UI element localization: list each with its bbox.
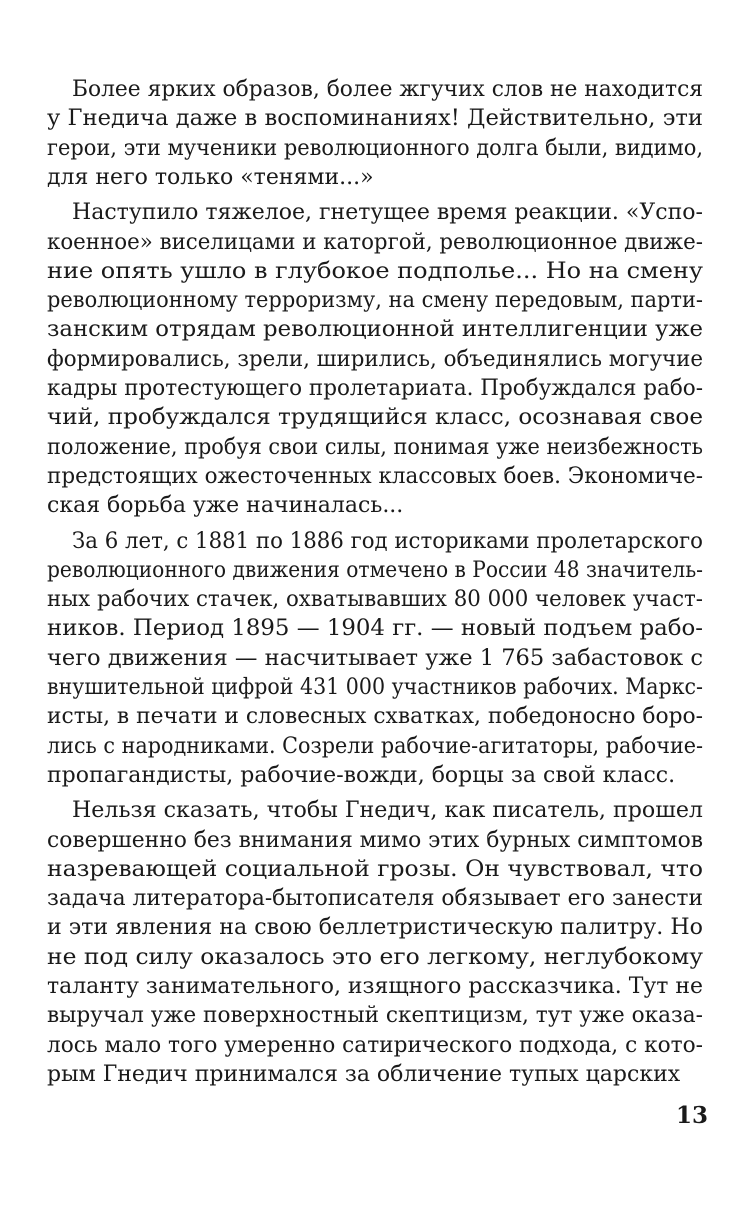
text-line: задача литератора-бытописателя обязывает его занести [47,886,703,912]
text-line: Наступило тяжелое, гнетущее время реакции. «Успо- [72,200,703,226]
text-line: коенное» виселицами и каторгой, революционное движе- [47,229,703,255]
text-line: чий, пробуждался трудящийся класс, осознавая свое [47,405,703,431]
text-line: За 6 лет, с 1881 по 1886 год историками пролетарского [72,528,703,554]
text-line: положение, пробуя свои силы, понимая уже неизбежность [47,434,703,460]
text-line: ние опять ушло в глубокое подполье... Но на смену [47,258,703,284]
text-line: Более ярких образов, более жгучих слов не находится [72,77,703,102]
text-line: у Гнедича даже в воспоминаниях! Действительно, эти [47,106,704,132]
text-line: формировались, зрели, ширились, объединялись могучие [47,346,703,372]
text-line: чего движения — насчитывает уже 1 765 забастовок с [47,645,703,671]
text-line: пропагандисты, рабочие-вожди, борцы за свой класс. [47,762,676,788]
text-line: занским отрядам революционной интеллигенции уже [47,317,703,343]
page-number: 13 [675,1102,708,1129]
text-line: кадры протестующего пролетариата. Пробуждался рабо- [47,376,703,401]
text-line: Нельзя сказать, чтобы Гнедич, как писатель, прошел [72,798,703,824]
text-line: ных рабочих стачек, охватывавших 80 000 человек участ- [47,587,703,613]
text-line: герои, эти мученики революционного долга были, видимо, [47,135,703,161]
text-line: таланту занимательного, изящного рассказчика. Тут не [47,974,703,999]
text-line: лись с народниками. Созрели рабочие-агитаторы, рабочие- [47,733,703,759]
text-line: революционному терроризму, на смену передовым, парти- [47,288,703,314]
text-line: ская борьба уже начиналась... [47,493,404,519]
text-line: ников. Период 1895 — 1904 гг. — новый подъем рабо- [47,616,703,642]
text-line: выручал уже поверхностный скептицизм, тут уже оказа- [47,1003,703,1029]
text-line: рым Гнедич принимался за обличение тупых царских [47,1061,681,1087]
text-line: лось мало того умеренно сатирического подхода, с кото- [47,1032,703,1058]
text-line: и эти явления на свою беллетристическую палитру. Но [47,915,703,941]
text-line: для него только «тенями...» [47,164,374,190]
text-line: не под силу оказалось это его легкому, неглубокому [47,944,703,970]
text-line: исты, в печати и словесных схватках, победоносно боро- [47,704,703,730]
text-line: внушительной цифрой 431 000 участников рабочих. Маркс- [47,675,703,700]
text-line: революционного движения отмечено в России 48 значитель- [47,557,703,583]
text-line: назревающей социальной грозы. Он чувствовал, что [47,856,703,882]
text-line: совершенно без внимания мимо этих бурных симптомов [47,827,703,853]
text-line: предстоящих ожесточенных классовых боев. Экономиче- [47,463,703,489]
